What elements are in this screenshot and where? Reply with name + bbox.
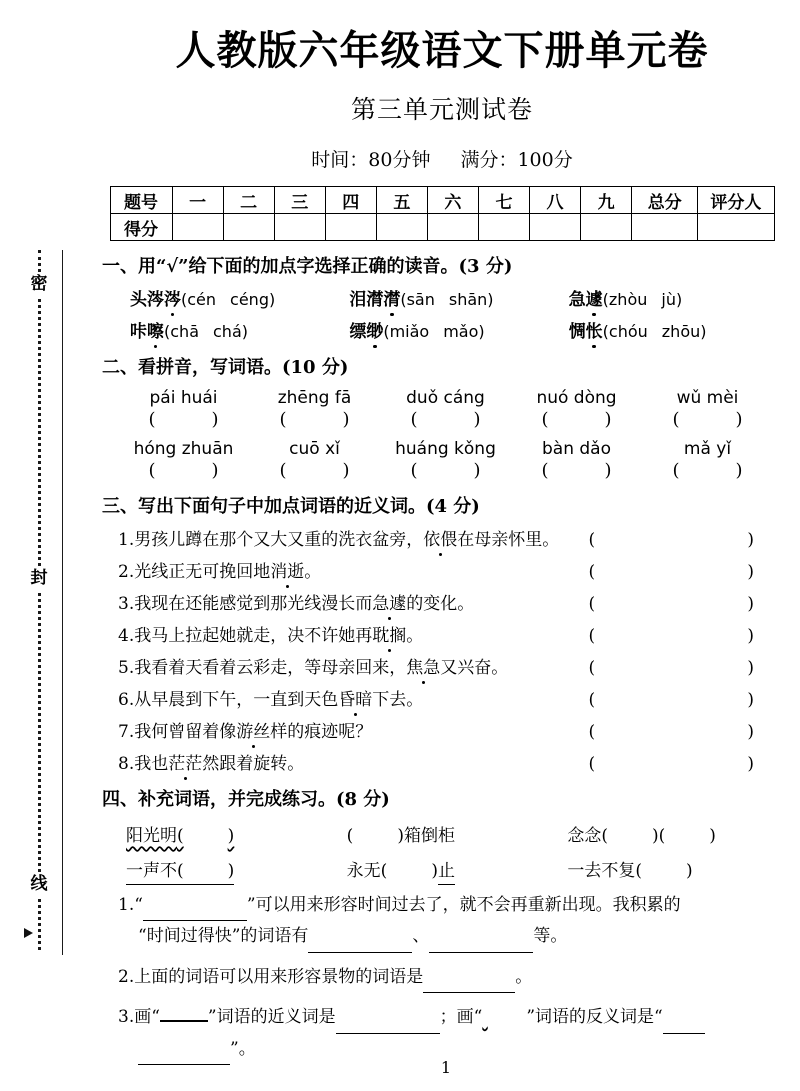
section-4-heading: 四、补充词语，并完成练习。(8 分) [102, 789, 390, 810]
col-header-6: 六 [427, 187, 478, 214]
pinyin-option-a[interactable]: sān [406, 290, 435, 309]
section-2-answer-row-2 [96, 460, 788, 481]
section-4-subquestion-1 [96, 890, 788, 953]
straight-underline-mark [160, 1020, 208, 1022]
list-item [96, 685, 788, 710]
answer-blank[interactable] [336, 1033, 440, 1034]
dotted-word: 茫茫 [168, 749, 202, 774]
seal-margin [0, 0, 92, 1091]
pinyin-word: cuō xǐ [289, 439, 340, 459]
section-2-answer-row-1 [96, 409, 788, 430]
answer-blank[interactable] [143, 920, 247, 921]
word-text: 惆 [568, 322, 586, 342]
sentence-post: 又兴奋。 [440, 658, 509, 678]
idiom-item[interactable] [126, 856, 347, 881]
list-item [96, 621, 788, 646]
pinyin-word: mǎ yǐ [683, 439, 732, 459]
bracket-open: ( [380, 861, 388, 881]
subq-text: 1.“ [118, 895, 143, 915]
sentence-pre: 我何曾留着像 [134, 722, 237, 742]
section-2-pinyin-row-1 [96, 388, 788, 408]
idiom-item[interactable] [347, 856, 568, 881]
seal-char-xian: 线 [24, 872, 54, 897]
section-4-idiom-row-2 [96, 856, 788, 881]
pinyin-word: bàn dǎo [542, 439, 611, 459]
pinyin-choice-item[interactable]: 咔嚓(chā chá) [130, 317, 349, 342]
section-3 [96, 492, 788, 774]
col-header-1: 一 [172, 187, 223, 214]
answer-bracket[interactable]: ( ) [672, 460, 743, 481]
sentence-pre: 光线正无可挽回地 [134, 562, 271, 582]
list-item [96, 525, 788, 550]
section-4-subquestion-2 [96, 962, 788, 993]
section-1 [96, 252, 788, 342]
col-header-grader: 评分人 [698, 187, 774, 214]
dotted-word: 耽搁 [372, 621, 406, 646]
item-number: 5. [118, 658, 135, 678]
exam-page [92, 0, 800, 1091]
answer-parenthesis[interactable]: ( ) [588, 722, 788, 742]
section-4 [96, 785, 788, 1065]
page-subtitle: 第三单元测试卷 [350, 95, 533, 124]
seal-dotted-line [38, 250, 41, 950]
answer-parenthesis[interactable]: ( ) [588, 530, 788, 550]
list-item [96, 653, 788, 678]
page-title: 人教版六年级语文下册单元卷 [175, 27, 709, 74]
answer-bracket[interactable]: ( ) [410, 460, 481, 481]
score-table [110, 186, 775, 241]
section-2-heading: 二、看拼音，写词语。(10 分) [102, 357, 349, 378]
bracket-close: ) [227, 826, 235, 846]
score-cell-3[interactable] [274, 214, 325, 241]
bracket-open: ( [177, 861, 184, 881]
word-text: 头涔 [130, 290, 164, 310]
pinyin-choice-item[interactable]: 泪潸潸(sān shān) [349, 285, 568, 310]
word-text: 缥 [349, 322, 367, 342]
section-1-heading: 一、用“√”给下面的加点字选择正确的读音。(3 分) [102, 256, 513, 277]
dotted-char: 嚓 [147, 317, 164, 342]
subq-text: ”词语的反义词是“ [526, 1007, 663, 1028]
idiom-text: 止 [438, 861, 455, 885]
dotted-word: 焦急 [406, 653, 440, 678]
col-header-9: 九 [581, 187, 632, 214]
score-cell-8[interactable] [530, 214, 581, 241]
sentence-pre: 从早晨到下午，一直到天色 [134, 690, 339, 710]
dotted-word: 依偎 [423, 525, 457, 550]
sentence-pre: 我看着天看着云彩走，等母亲回来， [134, 658, 407, 678]
answer-blank[interactable] [308, 952, 412, 953]
item-number: 6. [118, 690, 135, 710]
bracket-open: ( [177, 826, 184, 846]
idiom-text: 一去不复 [567, 861, 636, 881]
sentence-post: 在母亲怀里。 [457, 530, 560, 550]
answer-bracket[interactable]: ( ) [672, 409, 743, 430]
pinyin-choice-item[interactable]: 惆怅(chóu zhōu) [569, 317, 788, 342]
score-cell-1[interactable] [172, 214, 223, 241]
answer-parenthesis[interactable]: ( ) [588, 626, 788, 646]
score-cell-grader[interactable] [698, 214, 774, 241]
item-number: 2. [118, 562, 135, 582]
answer-bracket[interactable]: ( ) [541, 460, 612, 481]
bracket-close: ) [709, 826, 716, 846]
page-number: 1 [440, 1058, 452, 1077]
subq-text: 3.画“ [118, 1007, 160, 1028]
sentence-pre: 我现在还能感觉到那光线漫长而 [134, 594, 373, 614]
pinyin-choice-item[interactable]: 急遽(zhòu jù) [569, 285, 788, 310]
idiom-text: 永无 [346, 861, 381, 881]
list-item [96, 557, 788, 582]
section-3-heading: 三、写出下面句子中加点词语的近义词。(4 分) [102, 496, 480, 517]
seal-char-feng: 封 [24, 566, 54, 591]
sentence-pre: 我马上拉起她就走，决不许她再 [134, 626, 373, 646]
pinyin-option-b[interactable]: chá [213, 322, 242, 341]
answer-parenthesis[interactable]: ( ) [588, 690, 788, 710]
pinyin-option-b[interactable]: mǎo [443, 322, 479, 341]
list-item [96, 589, 788, 614]
pinyin-word: hóng zhuān [133, 439, 234, 459]
answer-blank[interactable] [663, 1033, 705, 1034]
pinyin-choice-item[interactable]: 头涔涔(cén céng) [130, 285, 349, 310]
pinyin-option-a[interactable]: miǎo [389, 322, 430, 341]
answer-parenthesis[interactable]: ( ) [588, 754, 788, 774]
bracket-open: ( [601, 826, 608, 846]
score-cell-6[interactable] [427, 214, 478, 241]
col-header-total: 总分 [632, 187, 698, 214]
subq-text: 、 [412, 926, 430, 947]
seal-solid-line [62, 250, 63, 955]
sentence-pre: 男孩儿蹲在那个又大又重的洗衣盆旁， [134, 530, 424, 550]
dotted-word: 消逝 [270, 557, 304, 582]
table-row [110, 214, 774, 241]
answer-parenthesis[interactable]: ( ) [588, 594, 788, 614]
sentence-post: 样的痕迹呢？ [270, 722, 373, 742]
wavy-underline-mark [482, 1002, 526, 1033]
seal-arrow-icon [24, 928, 33, 938]
col-header-3: 三 [274, 187, 325, 214]
score-cell-7[interactable] [478, 214, 529, 241]
score-cell-5[interactable] [376, 214, 427, 241]
answer-bracket[interactable]: ( ) [541, 409, 612, 430]
section-4-subquestion-3 [96, 1002, 788, 1065]
dotted-char: 缈 [366, 317, 383, 342]
bracket-open: ( [635, 861, 642, 881]
table-row [110, 187, 774, 214]
pinyin-option-a[interactable]: cén [187, 290, 217, 309]
idiom-item[interactable] [567, 821, 788, 846]
bracket-close: ) [685, 861, 693, 881]
pinyin-word: huáng kǒng [395, 439, 496, 459]
section-2-pinyin-row-2 [96, 439, 788, 459]
pinyin-word: wǔ mèi [676, 388, 739, 408]
col-header-2: 二 [223, 187, 274, 214]
score-cell-2[interactable] [223, 214, 274, 241]
idiom-text: 一声不 [126, 861, 177, 881]
pinyin-word: pái huái [149, 388, 218, 408]
answer-blank[interactable] [429, 952, 533, 953]
pinyin-word: zhēng fā [277, 388, 352, 408]
item-number: 3. [118, 594, 135, 614]
word-text: 急 [568, 290, 586, 310]
pinyin-option-a[interactable]: zhòu [608, 290, 648, 309]
subq-text: ；画“ [439, 1007, 483, 1028]
dotted-word: 昏暗 [338, 685, 372, 710]
sentence-post: 下去。 [372, 690, 424, 710]
pinyin-option-b[interactable]: shān [448, 290, 488, 309]
exam-meta [96, 145, 788, 172]
seal-char-mi: 密 [24, 272, 54, 297]
section-1-row-1 [96, 285, 788, 310]
col-header-8: 八 [530, 187, 581, 214]
list-item [96, 717, 788, 742]
sentence-post: 然跟着旋转。 [202, 754, 305, 774]
pinyin-option-b[interactable]: céng [230, 290, 269, 309]
item-number: 8. [118, 754, 135, 774]
col-header-4: 四 [325, 187, 376, 214]
subq-text: 等。 [533, 926, 568, 947]
subq-text: ”可以用来形容时间过去了，就不会再重新出现。我积累的 [246, 895, 681, 915]
item-number: 4. [118, 626, 135, 646]
answer-parenthesis[interactable]: ( ) [588, 658, 788, 678]
pinyin-word: nuó dòng [536, 388, 617, 408]
time-label: 时间：80分钟 [311, 149, 431, 171]
subq-text: 。 [515, 966, 533, 987]
sentence-post: 。 [406, 626, 424, 646]
pinyin-choice-item[interactable]: 缥缈(miǎo mǎo) [349, 317, 568, 342]
idiom-text: 箱倒柜 [403, 826, 455, 846]
row-header-question-no: 题号 [110, 187, 172, 214]
answer-parenthesis[interactable]: ( ) [588, 562, 788, 582]
bracket-close: ) [397, 826, 404, 846]
answer-bracket[interactable]: ( ) [410, 409, 481, 430]
sentence-post: 的变化。 [406, 594, 475, 614]
idiom-item[interactable] [347, 821, 568, 846]
col-header-7: 七 [478, 187, 529, 214]
score-cell-9[interactable] [581, 214, 632, 241]
list-item [96, 749, 788, 774]
bracket-close: ) [431, 861, 438, 881]
idiom-item[interactable] [126, 821, 347, 846]
dotted-char: 潸 [383, 285, 400, 310]
dotted-word: 游丝 [236, 717, 270, 742]
idiom-text: 阳光明 [126, 826, 177, 846]
pinyin-option-a[interactable]: chā [170, 322, 199, 341]
dotted-word: 急遽 [372, 589, 406, 614]
word-text: 咔 [130, 322, 147, 342]
score-cell-total[interactable] [632, 214, 698, 241]
section-1-row-2 [96, 317, 788, 342]
idiom-item[interactable] [567, 856, 788, 881]
section-4-idiom-row-1 [96, 821, 788, 846]
dotted-char: 涔 [164, 285, 181, 310]
item-number: 1. [118, 530, 135, 550]
sentence-post: 。 [304, 562, 322, 582]
answer-bracket[interactable]: ( ) [279, 460, 350, 481]
dotted-char: 遽 [586, 285, 603, 310]
pinyin-word: duǒ cáng [406, 388, 485, 408]
row-header-score: 得分 [110, 214, 172, 241]
answer-blank[interactable] [423, 992, 515, 993]
item-number: 7. [118, 722, 135, 742]
subq-text: “时间过得快”的词语有 [138, 926, 309, 947]
sentence-pre: 我也 [134, 754, 169, 774]
pinyin-option-a[interactable]: chóu [608, 322, 648, 341]
total-score-label: 满分：100分 [460, 149, 573, 171]
bracket-close: ) [227, 861, 235, 881]
subq-text: ”词语的近义词是 [207, 1007, 336, 1028]
bracket-open: ( [346, 826, 354, 846]
answer-bracket[interactable]: ( ) [148, 460, 219, 481]
subq-text: ”。 [230, 1038, 256, 1059]
idiom-text: 念念 [567, 826, 602, 846]
pinyin-option-b[interactable]: zhōu [661, 322, 701, 341]
answer-bracket[interactable]: ( ) [148, 409, 219, 430]
pinyin-option-b[interactable]: jù [661, 290, 676, 309]
dotted-char: 怅 [586, 317, 603, 342]
subq-text: 2.上面的词语可以用来形容景物的词语是 [118, 966, 424, 987]
bracket-middle: )( [651, 826, 666, 846]
score-cell-4[interactable] [325, 214, 376, 241]
answer-bracket[interactable]: ( ) [279, 409, 350, 430]
col-header-5: 五 [376, 187, 427, 214]
word-text: 泪潸 [349, 290, 384, 310]
section-2 [96, 353, 788, 481]
